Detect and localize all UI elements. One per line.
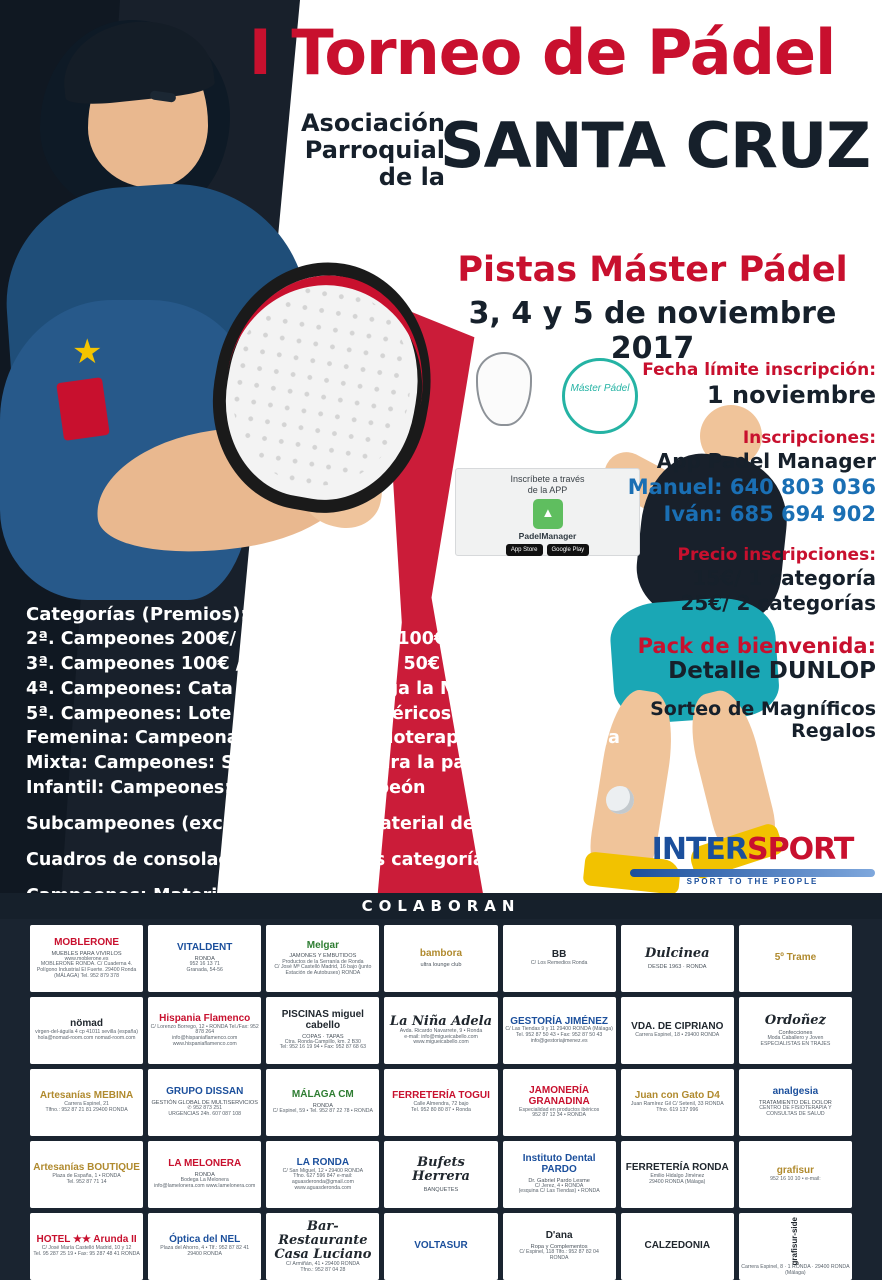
- sponsor-detail: Plaza de España, 1 • RONDA: [52, 1173, 121, 1180]
- sponsor-tile: [384, 1213, 497, 1280]
- sponsor-tile: [503, 1069, 616, 1136]
- sponsor-detail: C/ Espinel, 59 • Tel. 952 87 22 78 • RONDA: [272, 1108, 373, 1115]
- sponsor-detail-secondary: 29400 RONDA (Málaga): [649, 1178, 706, 1185]
- sponsor-name: LA MELONERA: [168, 1158, 242, 1170]
- sponsor-detail: Calle Almendra, 72 bajo: [413, 1101, 469, 1108]
- sponsor-tile: [384, 1069, 497, 1136]
- sponsor-tile: [266, 1141, 379, 1208]
- sponsor-detail: Moda Caballero y Joven: [767, 1034, 824, 1041]
- sponsor-tile: [621, 997, 734, 1064]
- sponsor-name: VDA. DE CIPRIANO: [631, 1021, 724, 1033]
- sponsor-detail-secondary: URGENCIAS 24h. 607 087 108: [168, 1110, 242, 1117]
- contact-ivan: Iván: 685 694 902: [663, 501, 876, 526]
- sponsor-name: GRUPO DISSAN: [166, 1086, 244, 1098]
- sponsor-tile: [148, 1213, 261, 1280]
- sponsor-tile: [30, 997, 143, 1064]
- sponsor-tile: [621, 1141, 734, 1208]
- sponsor-subtitle: MUEBLES PARA VIVIRLOS: [51, 950, 122, 957]
- sponsor-name: MÁLAGA CM: [291, 1089, 354, 1101]
- intersport-swoosh: [630, 869, 875, 877]
- category-row: 4ª. Campeones: Cata 6 pax. en Bodega la Melonera: [26, 678, 533, 699]
- sponsor-tile: [621, 1069, 734, 1136]
- sponsor-subtitle: Ropa y Complementos: [530, 1244, 588, 1251]
- sponsor-tile: [266, 1069, 379, 1136]
- master-padel-logo: Máster Pádel: [562, 358, 638, 434]
- sponsor-tile: [266, 997, 379, 1064]
- raffle-text: Sorteo de Magníficos Regalos: [650, 698, 876, 743]
- sponsor-tile: [503, 997, 616, 1064]
- category-row: 3ª. Campeones 100€ / Subcampeones 50€: [26, 653, 441, 674]
- app-name-label: PadelManager: [518, 530, 577, 541]
- sponsor-detail-secondary: (esquina C/ Las Tiendas) • RONDA: [518, 1188, 600, 1195]
- sponsor-name: 5º Trame: [774, 952, 817, 964]
- association-line-3: de la: [378, 162, 445, 191]
- sponsor-tile: [384, 997, 497, 1064]
- sponsor-tile: [30, 1069, 143, 1136]
- sponsor-name: PISCINAS miguel cabello: [281, 1009, 364, 1031]
- sponsor-tile: [30, 1213, 143, 1280]
- sponsor-detail-secondary: CONSULTAS DE SALUD: [766, 1110, 825, 1117]
- sponsor-subtitle: Confecciones: [778, 1029, 813, 1036]
- sponsor-detail: ✆ 952 873 251: [187, 1105, 223, 1112]
- sponsor-name: Juan con Gato D4: [634, 1090, 720, 1102]
- sponsor-detail: CENTRO DE FISIOTERAPIA Y: [759, 1105, 832, 1112]
- sponsor-detail-secondary: Tel. 952 87 71 14: [66, 1178, 107, 1185]
- sponsor-name: Dulcinea: [644, 946, 710, 962]
- sponsor-name: Ordoñez: [764, 1012, 826, 1028]
- association-line-2: Parroquial: [304, 135, 445, 164]
- crest-shape: [476, 352, 532, 426]
- sponsor-detail-secondary: MOBLERONE RONDA. C/ Cuaderna 4. Polígono Industrial El Fuerte. 29400 Ronda (MÁLAGA) Tel. 952 879 378: [36, 961, 137, 979]
- sponsor-detail-secondary: RONDA: [549, 1254, 569, 1261]
- sponsor-name: Instituto Dental PARDO: [522, 1153, 596, 1175]
- sponsor-detail: Plaza del Ahorro, 4 • Tlf.: 952 87 82 41: [160, 1245, 250, 1252]
- sponsor-detail: C/ José María Castelló Madrid, 10 y 12: [41, 1245, 132, 1252]
- padel-manager-app-icon: [533, 499, 563, 529]
- sponsor-detail-secondary: 29400 RONDA: [187, 1250, 223, 1257]
- sponsor-name: Hispania Flamenco: [159, 1012, 251, 1024]
- sponsor-tile: [148, 925, 261, 992]
- sponsor-detail: 952 16 10 10 • e-mail:: [770, 1176, 821, 1183]
- sponsor-name: FERRETERÍA RONDA: [625, 1162, 729, 1174]
- contact-manuel: Manuel: 640 803 036: [627, 475, 876, 500]
- sponsor-name: D'ana: [545, 1230, 573, 1242]
- sponsor-subtitle: RONDA: [194, 1172, 215, 1179]
- sponsor-detail: C/ Lorenzo Borrego, 12 • RONDA Tel./Fax: 952 878 264: [150, 1023, 259, 1036]
- sponsor-name: FERRETERÍA TOGUI: [392, 1090, 490, 1102]
- sponsor-detail: Productos de la Serranía de Ronda: [282, 958, 364, 965]
- parish-crest-icon: [470, 352, 538, 444]
- sponsor-name: Óptica del NEL: [169, 1234, 241, 1246]
- sponsor-name: MOBLERONE: [54, 936, 120, 948]
- sponsor-detail: C/ Espinel, 118 Tlfo.: 952 87 82 04: [519, 1249, 599, 1256]
- category-row: Femenina: Campeonas: Sesión de fisioterapia para la pareja: [26, 728, 620, 749]
- sponsor-detail: C/ Jerez, 4 • RONDA: [534, 1182, 584, 1189]
- sponsor-detail: Carrera Espinel, 8 · 1 RONDA · 29400 RONDA (Málaga): [741, 1264, 850, 1276]
- sponsor-detail-secondary: Tfno.: 952 87 04 28: [300, 1266, 346, 1273]
- sponsor-name: grafisur-side: [790, 1216, 800, 1266]
- sponsor-detail-secondary: e-mail: info@migueicabello.com www.migueicabello.com: [404, 1033, 478, 1046]
- sponsor-detail: Ctra. Ronda-Campillo, km. 2 B30: [284, 1038, 361, 1045]
- category-row: Infantil: Campeones: Trofeo de campeón: [26, 778, 426, 799]
- sponsor-tile: [621, 925, 734, 992]
- intersport-tagline: SPORT TO THE PEOPLE: [686, 877, 819, 886]
- sponsor-tile: [503, 925, 616, 992]
- sponsor-subtitle: ultra lounge club: [420, 961, 462, 968]
- sponsor-detail: Avda. Ricardo Navarrete, 9 • Ronda: [399, 1028, 483, 1035]
- sponsor-detail: C/ San Miguel, 12 • 29400 RONDA: [282, 1167, 364, 1174]
- sponsor-name: bambora: [419, 948, 463, 960]
- category-extra-row: Cuadros de consolación en todas las categorías: [26, 849, 496, 870]
- sponsor-detail: C/ Las Tiendas 9 y 11 29400 RONDA (Málaga): [505, 1026, 613, 1033]
- app-box-line-1: Inscríbete a través: [510, 474, 585, 484]
- google-play-badge[interactable]: Google Play: [547, 544, 590, 556]
- colaboran-bar: COLABORAN: [0, 893, 882, 919]
- sponsor-tile: [739, 1069, 852, 1136]
- sponsor-name: analgesia: [772, 1086, 819, 1098]
- sponsor-detail: C/ Armiñán, 41 • 29400 RONDA: [286, 1260, 360, 1267]
- sponsor-detail: Carrera Espinel, 18 • 29400 RONDA: [635, 1032, 720, 1039]
- sponsor-subtitle: RONDA: [312, 1103, 333, 1110]
- poster-title: I Torneo de Pádel: [248, 16, 836, 89]
- sponsor-tile: [148, 1069, 261, 1136]
- sponsor-name: Melgar: [306, 939, 339, 951]
- sponsor-detail: Especialidad en productos ibéricos: [519, 1106, 600, 1113]
- sponsor-tile: [30, 925, 143, 992]
- sponsor-detail-secondary: Granada, 54-56: [186, 966, 223, 973]
- sponsor-name: JAMONERÍA GRANADINA: [528, 1085, 590, 1107]
- association-block: [205, 110, 445, 191]
- sponsor-detail-secondary: Tel. 952 80 80 87 • Ronda: [411, 1106, 471, 1113]
- sponsor-name: Bufets Herrera: [412, 1155, 470, 1185]
- sponsor-detail-secondary: Tel. 952 87 50 43 • Fax: 952 87 50 43 info@gestoriajimenez.es: [515, 1032, 603, 1044]
- sponsor-name: grafisur: [776, 1165, 815, 1177]
- sponsor-name: VOLTASUR: [414, 1240, 468, 1252]
- sponsor-tile: [384, 1141, 497, 1208]
- player-jersey-badge: [56, 377, 110, 441]
- sponsor-subtitle: Dr. Gabriel Pardo Lesme: [528, 1177, 590, 1184]
- deadline-value: 1 noviembre: [706, 381, 876, 410]
- sponsor-tile: [30, 1141, 143, 1208]
- sponsor-tile: [503, 1213, 616, 1280]
- sponsor-detail: Carrera Espinel, 21: [64, 1101, 109, 1108]
- event-dates: 3, 4 y 5 de noviembre 2017: [468, 296, 837, 366]
- sponsor-detail: www.moblerone.es: [64, 955, 109, 962]
- sponsor-name: Artesanías MEBINA: [39, 1090, 134, 1102]
- sponsor-tile: [384, 925, 497, 992]
- sponsor-detail-secondary: Tel: 952 16 19 94 • Fax: 952 87 68 63: [279, 1044, 367, 1051]
- sponsor-detail-secondary: hola@nomad-room.com nomad-room.com: [37, 1034, 136, 1041]
- sponsor-detail: Bodega La Melonera: [180, 1177, 229, 1184]
- inscriptions-app: App Padel Manager: [656, 449, 876, 474]
- sponsor-detail-secondary: ESPECIALISTAS EN TRAJES: [760, 1040, 831, 1047]
- intersport-wordmark: [630, 832, 875, 867]
- association-line-1: Asociación: [300, 109, 445, 137]
- sponsor-tile: [266, 1213, 379, 1280]
- sponsor-detail-secondary: info@hispaniaflamenco.com www.hispaniaflamenco.com: [172, 1034, 238, 1047]
- sponsor-tile: [739, 925, 852, 992]
- intersport-logo: [630, 832, 875, 886]
- sponsor-name: VITALDENT: [177, 942, 233, 954]
- category-row: Mixta: Campeones: Sesión de Spa para la pareja: [26, 753, 504, 774]
- sponsor-detail-secondary: info@lamelonera.com www.lamelonera.com: [154, 1182, 256, 1189]
- sponsor-tile: [503, 1141, 616, 1208]
- price-label: Precio inscripciones:: [677, 544, 876, 565]
- sponsor-name: HOTEL ★★ Arunda II: [36, 1234, 137, 1246]
- venue-name: Pistas Máster Pádel: [457, 250, 848, 290]
- sponsor-tile: [266, 925, 379, 992]
- sponsor-name: GESTORÍA JIMÉNEZ: [510, 1015, 609, 1027]
- info-column-right: [600, 360, 876, 742]
- app-box-line-2: de la APP: [527, 484, 568, 495]
- sponsor-tile: [739, 997, 852, 1064]
- sponsor-tile: [739, 1141, 852, 1208]
- sponsor-name: La Niña Adela: [389, 1014, 493, 1030]
- price-two-categories: 25€/ 2 categorías: [680, 591, 876, 616]
- sponsor-name: CALZEDONIA: [644, 1240, 711, 1252]
- sponsor-detail-secondary: Tlfno.: 952 87 21 81 29400 RONDA: [45, 1106, 128, 1113]
- sponsor-detail: 952 16 13 71: [189, 961, 220, 968]
- sponsor-tile: [148, 997, 261, 1064]
- sponsor-subtitle: BANQUETES: [423, 1186, 459, 1193]
- sponsor-tile: [621, 1213, 734, 1280]
- intersport-name-part2: SPORT: [747, 832, 854, 867]
- category-extra-row: Subcampeones (excepto 2ª y 3ª): Material deportivo: [26, 813, 546, 834]
- sponsor-subtitle: GESTIÓN GLOBAL DE MULTISERVICIOS: [151, 1100, 258, 1107]
- sponsor-detail: Juan Ramírez Gil C/ Setenil, 33 RONDA: [630, 1101, 724, 1108]
- category-row: 2ª. Campeones 200€/ Subcampeones 100€: [26, 629, 447, 649]
- sponsor-subtitle: JAMONES Y EMBUTIDOS: [289, 953, 357, 960]
- sponsor-detail-secondary: Tfno. 627 596 847 e-mail: aguasderonda@gmail.com www.aguasderonda.com: [291, 1173, 354, 1191]
- sponsor-subtitle: RONDA: [194, 956, 215, 963]
- sponsor-subtitle: COPAS · TAPAS: [302, 1033, 344, 1040]
- sponsor-subtitle: TRATAMIENTO DEL DOLOR: [759, 1100, 832, 1107]
- association-name: SANTA CRUZ: [440, 109, 871, 182]
- category-row: 5ª. Campeones: Lote de productos ibéricos: [26, 703, 452, 724]
- sponsor-name: LA RONDA: [296, 1156, 350, 1168]
- sponsor-name: Bar-Restaurante Casa Luciano: [274, 1218, 372, 1262]
- sponsor-detail: Emilio Hidalgo Jiménez: [650, 1173, 705, 1180]
- sponsor-detail: C/ Los Remedios Ronda: [530, 960, 588, 967]
- intersport-name-part1: INTER: [651, 832, 747, 867]
- sponsor-grid: [0, 919, 882, 1280]
- sponsor-tile: [739, 1213, 852, 1280]
- sponsor-name: nömad: [70, 1018, 103, 1030]
- sponsor-detail-secondary: C/ José Mª Castelló Madrid, 16 bajo (junto Estación de Autobuses) RONDA: [274, 964, 372, 976]
- price-one-category: 15€/ 1 categoría: [692, 566, 876, 591]
- sponsor-detail-secondary: Tel. 95 287 25 19 • Fax: 95 287 48 41 RONDA: [33, 1250, 140, 1257]
- sponsor-detail-secondary: Tfno. 619 137 996: [656, 1106, 699, 1113]
- inscriptions-label: Inscripciones:: [742, 428, 876, 449]
- welcome-pack-value: Detalle DUNLOP: [668, 658, 876, 685]
- welcome-pack-label: Pack de bienvenida:: [637, 634, 876, 659]
- sponsor-detail: virgen-del-águila 4 cp 41011 sevilla (españa): [35, 1029, 138, 1036]
- categories-heading: Categorías (Premios):: [26, 604, 248, 625]
- sponsor-name: Artesanías BOUTIQUE: [33, 1162, 140, 1174]
- categories-block: [0, 590, 640, 915]
- sponsor-name: BB: [551, 949, 567, 961]
- deadline-label: Fecha límite inscripción:: [642, 360, 876, 380]
- sponsor-subtitle: DESDE 1963 · RONDA: [648, 963, 707, 970]
- app-store-badge[interactable]: App Store: [506, 544, 543, 556]
- sponsor-tile: [148, 1141, 261, 1208]
- sponsor-detail-secondary: 952 87 12 34 • RONDA: [532, 1112, 586, 1119]
